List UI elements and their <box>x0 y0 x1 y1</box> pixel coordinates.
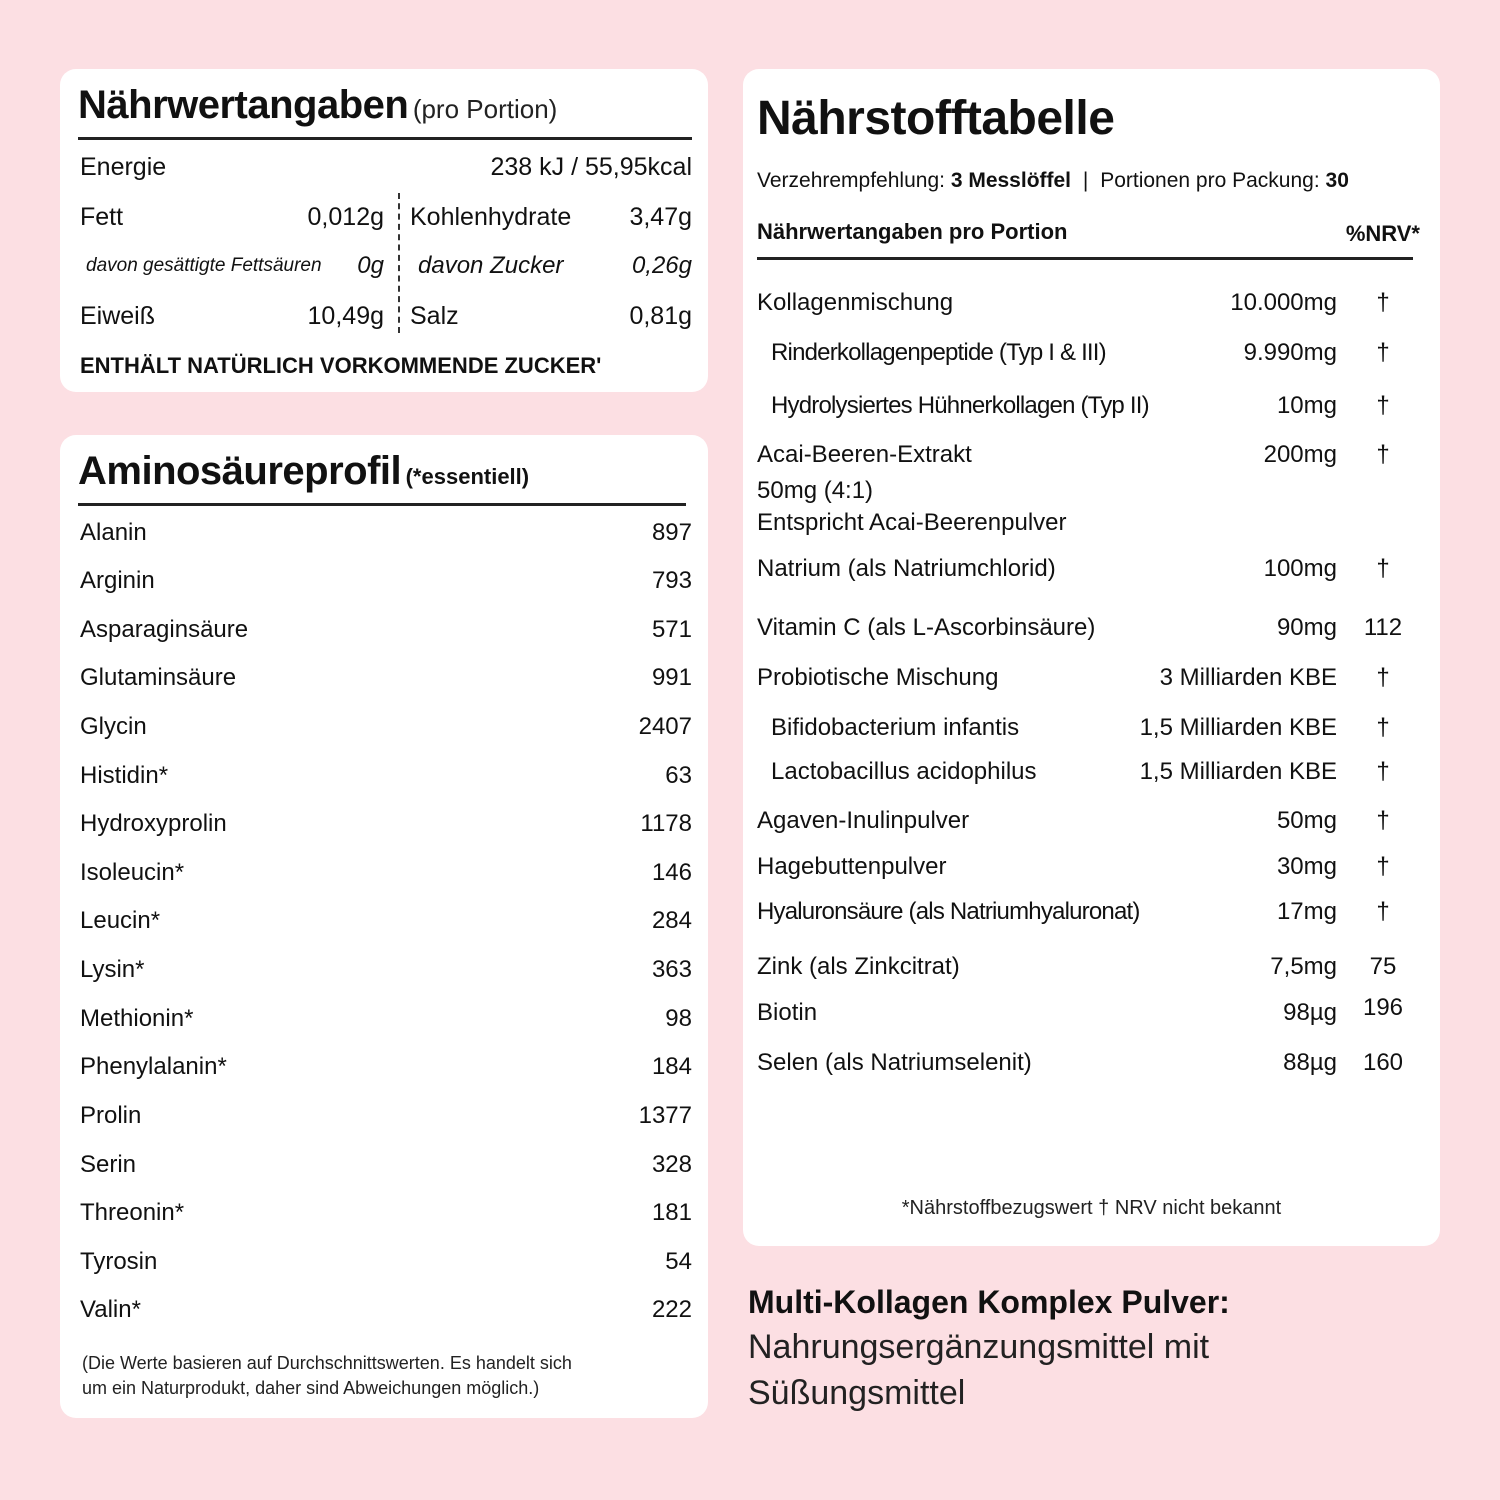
amino-name: Isoleucin* <box>80 859 185 886</box>
salz-label: Salz <box>410 302 459 330</box>
amino-row <box>80 1102 692 1138</box>
amino-title: Aminosäureprofil <box>78 449 402 493</box>
verzehr-separator: | <box>1082 169 1089 192</box>
amino-note-line1: (Die Werte basieren auf Durchschnittswerten. Es handelt sich <box>82 1353 572 1373</box>
naehrwert-card <box>60 69 708 392</box>
amino-value: 363 <box>651 956 692 983</box>
eiweiss-value: 10,49g <box>307 302 384 330</box>
nutrient-amount: 50mg <box>1276 807 1337 834</box>
amino-row <box>80 616 692 652</box>
amino-row <box>80 762 692 798</box>
naehrwert-heading <box>78 83 557 128</box>
amino-value: 181 <box>651 1199 692 1226</box>
amino-row <box>80 1151 692 1187</box>
eiweiss-label: Eiweiß <box>80 302 156 330</box>
amino-note <box>82 1351 572 1401</box>
kh-label: Kohlenhydrate <box>410 203 572 231</box>
amino-value: 284 <box>651 907 692 934</box>
amino-name: Asparaginsäure <box>80 616 249 643</box>
verzehr-line <box>757 169 1349 193</box>
nutrient-amount: 9.990mg <box>1243 339 1337 366</box>
naehrwert-subtitle: (pro Portion) <box>412 94 558 124</box>
amino-value: 328 <box>651 1151 692 1178</box>
salz-value: 0,81g <box>629 302 692 330</box>
naehrwert-title: Nährwertangaben <box>78 83 409 127</box>
nutrient-amount: 10.000mg <box>1230 289 1337 316</box>
nutrient-nrv: 112 <box>1363 614 1403 641</box>
amino-value: 2407 <box>638 713 692 740</box>
amino-value: 146 <box>651 859 692 886</box>
fett-value: 0,012g <box>307 203 384 231</box>
nutrient-name: Bifidobacterium infantis <box>771 714 1020 741</box>
naehrstoff-rule <box>757 257 1413 260</box>
nutrient-name: Hagebuttenpulver <box>757 853 947 880</box>
amino-name: Threonin* <box>80 1199 185 1226</box>
nutrient-nrv: † <box>1376 289 1390 316</box>
amino-name: Arginin <box>80 567 155 594</box>
nutrient-amount: 88µg <box>1283 1049 1337 1076</box>
amino-value: 184 <box>651 1053 692 1080</box>
nutrient-name: Rinderkollagenpeptide (Typ I & III) <box>771 339 1106 366</box>
nutrient-name: Biotin <box>757 999 818 1026</box>
naehrwert-rule <box>78 137 692 140</box>
nutrient-amount: 90mg <box>1276 614 1337 641</box>
amino-card <box>60 435 708 1418</box>
nutrient-name: Hyaluronsäure (als Natriumhyaluronat) <box>757 898 1140 925</box>
amino-value: 63 <box>665 762 692 789</box>
nutrient-amount: 7,5mg <box>1270 953 1337 980</box>
nutrient-name: Natrium (als Natriumchlorid) <box>757 555 1056 582</box>
amino-value: 222 <box>651 1296 692 1323</box>
amino-value: 54 <box>665 1248 692 1275</box>
amino-name: Prolin <box>80 1102 142 1129</box>
nutrient-nrv: † <box>1376 853 1390 880</box>
nutrient-amount: 30mg <box>1276 853 1337 880</box>
amino-value: 1377 <box>638 1102 692 1129</box>
nutrient-nrv: † <box>1376 807 1390 834</box>
amino-value: 793 <box>651 567 692 594</box>
naehrstoff-title: Nährstofftabelle <box>757 92 1115 145</box>
amino-row <box>80 1248 692 1284</box>
nutrient-nrv: † <box>1376 555 1390 582</box>
amino-name: Serin <box>80 1151 137 1178</box>
nutrient-nrv: † <box>1376 758 1390 785</box>
amino-name: Glycin <box>80 713 147 740</box>
gesaettigt-value: 0g <box>357 252 384 279</box>
nrv-footnote: *Nährstoffbezugswert † NRV nicht bekannt <box>901 1197 1282 1219</box>
nutrient-name: Acai-Beeren-Extrakt <box>757 441 972 468</box>
amino-row <box>80 1005 692 1041</box>
amino-rule <box>78 503 686 506</box>
amino-note-line2: um ein Naturprodukt, daher sind Abweichungen möglich.) <box>82 1378 540 1398</box>
amino-row <box>80 859 692 895</box>
nutrient-name: Lactobacillus acidophilus <box>771 758 1037 785</box>
amino-value: 897 <box>651 519 692 546</box>
energie-value: 238 kJ / 55,95kcal <box>490 153 692 181</box>
amino-row <box>80 810 692 846</box>
nutrient-amount: 17mg <box>1276 898 1337 925</box>
header-right: %NRV* <box>1345 221 1420 246</box>
acai-extra <box>757 475 1067 539</box>
nutrient-nrv: † <box>1376 441 1390 468</box>
verzehr-value: 3 Messlöffel <box>950 169 1072 192</box>
amino-value: 98 <box>665 1005 692 1032</box>
amino-value: 571 <box>651 616 692 643</box>
amino-name: Tyrosin <box>80 1248 158 1275</box>
nutrient-amount: 1,5 Milliarden KBE <box>1139 714 1337 741</box>
nutrient-nrv: † <box>1376 714 1390 741</box>
nutrient-name: Agaven-Inulinpulver <box>757 807 970 834</box>
acai-line2: 50mg (4:1) <box>757 477 874 504</box>
amino-row <box>80 1053 692 1089</box>
zucker-note: ENTHÄLT NATÜRLICH VORKOMMENDE ZUCKER' <box>80 353 602 378</box>
nutrient-amount: 200mg <box>1263 441 1337 468</box>
gesaettigt-label: davon gesättigte Fettsäuren <box>86 255 322 276</box>
amino-row <box>80 519 692 555</box>
amino-name: Valin* <box>80 1296 141 1323</box>
portionen-value: 30 <box>1325 169 1349 192</box>
amino-row <box>80 1296 692 1332</box>
nutrient-nrv: 160 <box>1362 1049 1404 1076</box>
product-line1: Nahrungsergänzungsmittel mit <box>748 1328 1210 1366</box>
amino-value: 1178 <box>640 810 692 837</box>
amino-row <box>80 956 692 992</box>
nutrient-nrv: 196 <box>1362 994 1404 1021</box>
acai-line3: Entspricht Acai-Beerenpulver <box>757 509 1067 536</box>
nutrient-name: Hydrolysiertes Hühnerkollagen (Typ II) <box>771 392 1149 419</box>
nutrient-name: Kollagenmischung <box>757 289 954 316</box>
column-divider <box>398 193 400 333</box>
amino-name: Lysin* <box>80 956 145 983</box>
kh-value: 3,47g <box>629 203 692 231</box>
amino-name: Leucin* <box>80 907 161 934</box>
nutrient-nrv: † <box>1376 664 1390 691</box>
amino-name: Hydroxyprolin <box>80 810 227 837</box>
nutrient-name: Zink (als Zinkcitrat) <box>757 953 960 980</box>
nutrient-nrv: 75 <box>1369 953 1397 980</box>
amino-subtitle: (*essentiell) <box>405 464 530 489</box>
energie-label: Energie <box>80 153 167 181</box>
amino-heading <box>78 449 529 494</box>
amino-value: 991 <box>651 664 692 691</box>
amino-row <box>80 713 692 749</box>
amino-name: Alanin <box>80 519 147 546</box>
amino-name: Methionin* <box>80 1005 194 1032</box>
fett-label: Fett <box>80 203 124 231</box>
product-line2: Süßungsmittel <box>748 1374 966 1412</box>
nutrient-nrv: † <box>1376 339 1390 366</box>
zucker-label: davon Zucker <box>418 252 564 279</box>
nutrient-amount: 1,5 Milliarden KBE <box>1139 758 1337 785</box>
amino-name: Glutaminsäure <box>80 664 237 691</box>
portionen-label: Portionen pro Packung: <box>1100 169 1320 192</box>
amino-row <box>80 1199 692 1235</box>
amino-name: Phenylalanin* <box>80 1053 227 1080</box>
amino-row <box>80 664 692 700</box>
nutrient-nrv: † <box>1376 898 1390 925</box>
amino-row <box>80 907 692 943</box>
nutrient-nrv: † <box>1376 392 1390 419</box>
nutrient-amount: 3 Milliarden KBE <box>1159 664 1337 691</box>
zucker-value: 0,26g <box>631 252 692 279</box>
product-title: Multi-Kollagen Komplex Pulver: <box>748 1284 1230 1320</box>
amino-row <box>80 567 692 603</box>
header-left: Nährwertangaben pro Portion <box>757 219 1068 244</box>
nutrient-amount: 98µg <box>1283 999 1337 1026</box>
amino-name: Histidin* <box>80 762 169 789</box>
nutrient-name: Probiotische Mischung <box>757 664 999 691</box>
nutrient-amount: 100mg <box>1263 555 1337 582</box>
nutrient-amount: 10mg <box>1276 392 1337 419</box>
verzehr-label: Verzehrempfehlung: <box>757 169 945 192</box>
nutrient-name: Selen (als Natriumselenit) <box>757 1049 1032 1076</box>
nutrient-name: Vitamin C (als L-Ascorbinsäure) <box>757 614 1096 641</box>
naehrstoff-card <box>743 69 1440 1246</box>
